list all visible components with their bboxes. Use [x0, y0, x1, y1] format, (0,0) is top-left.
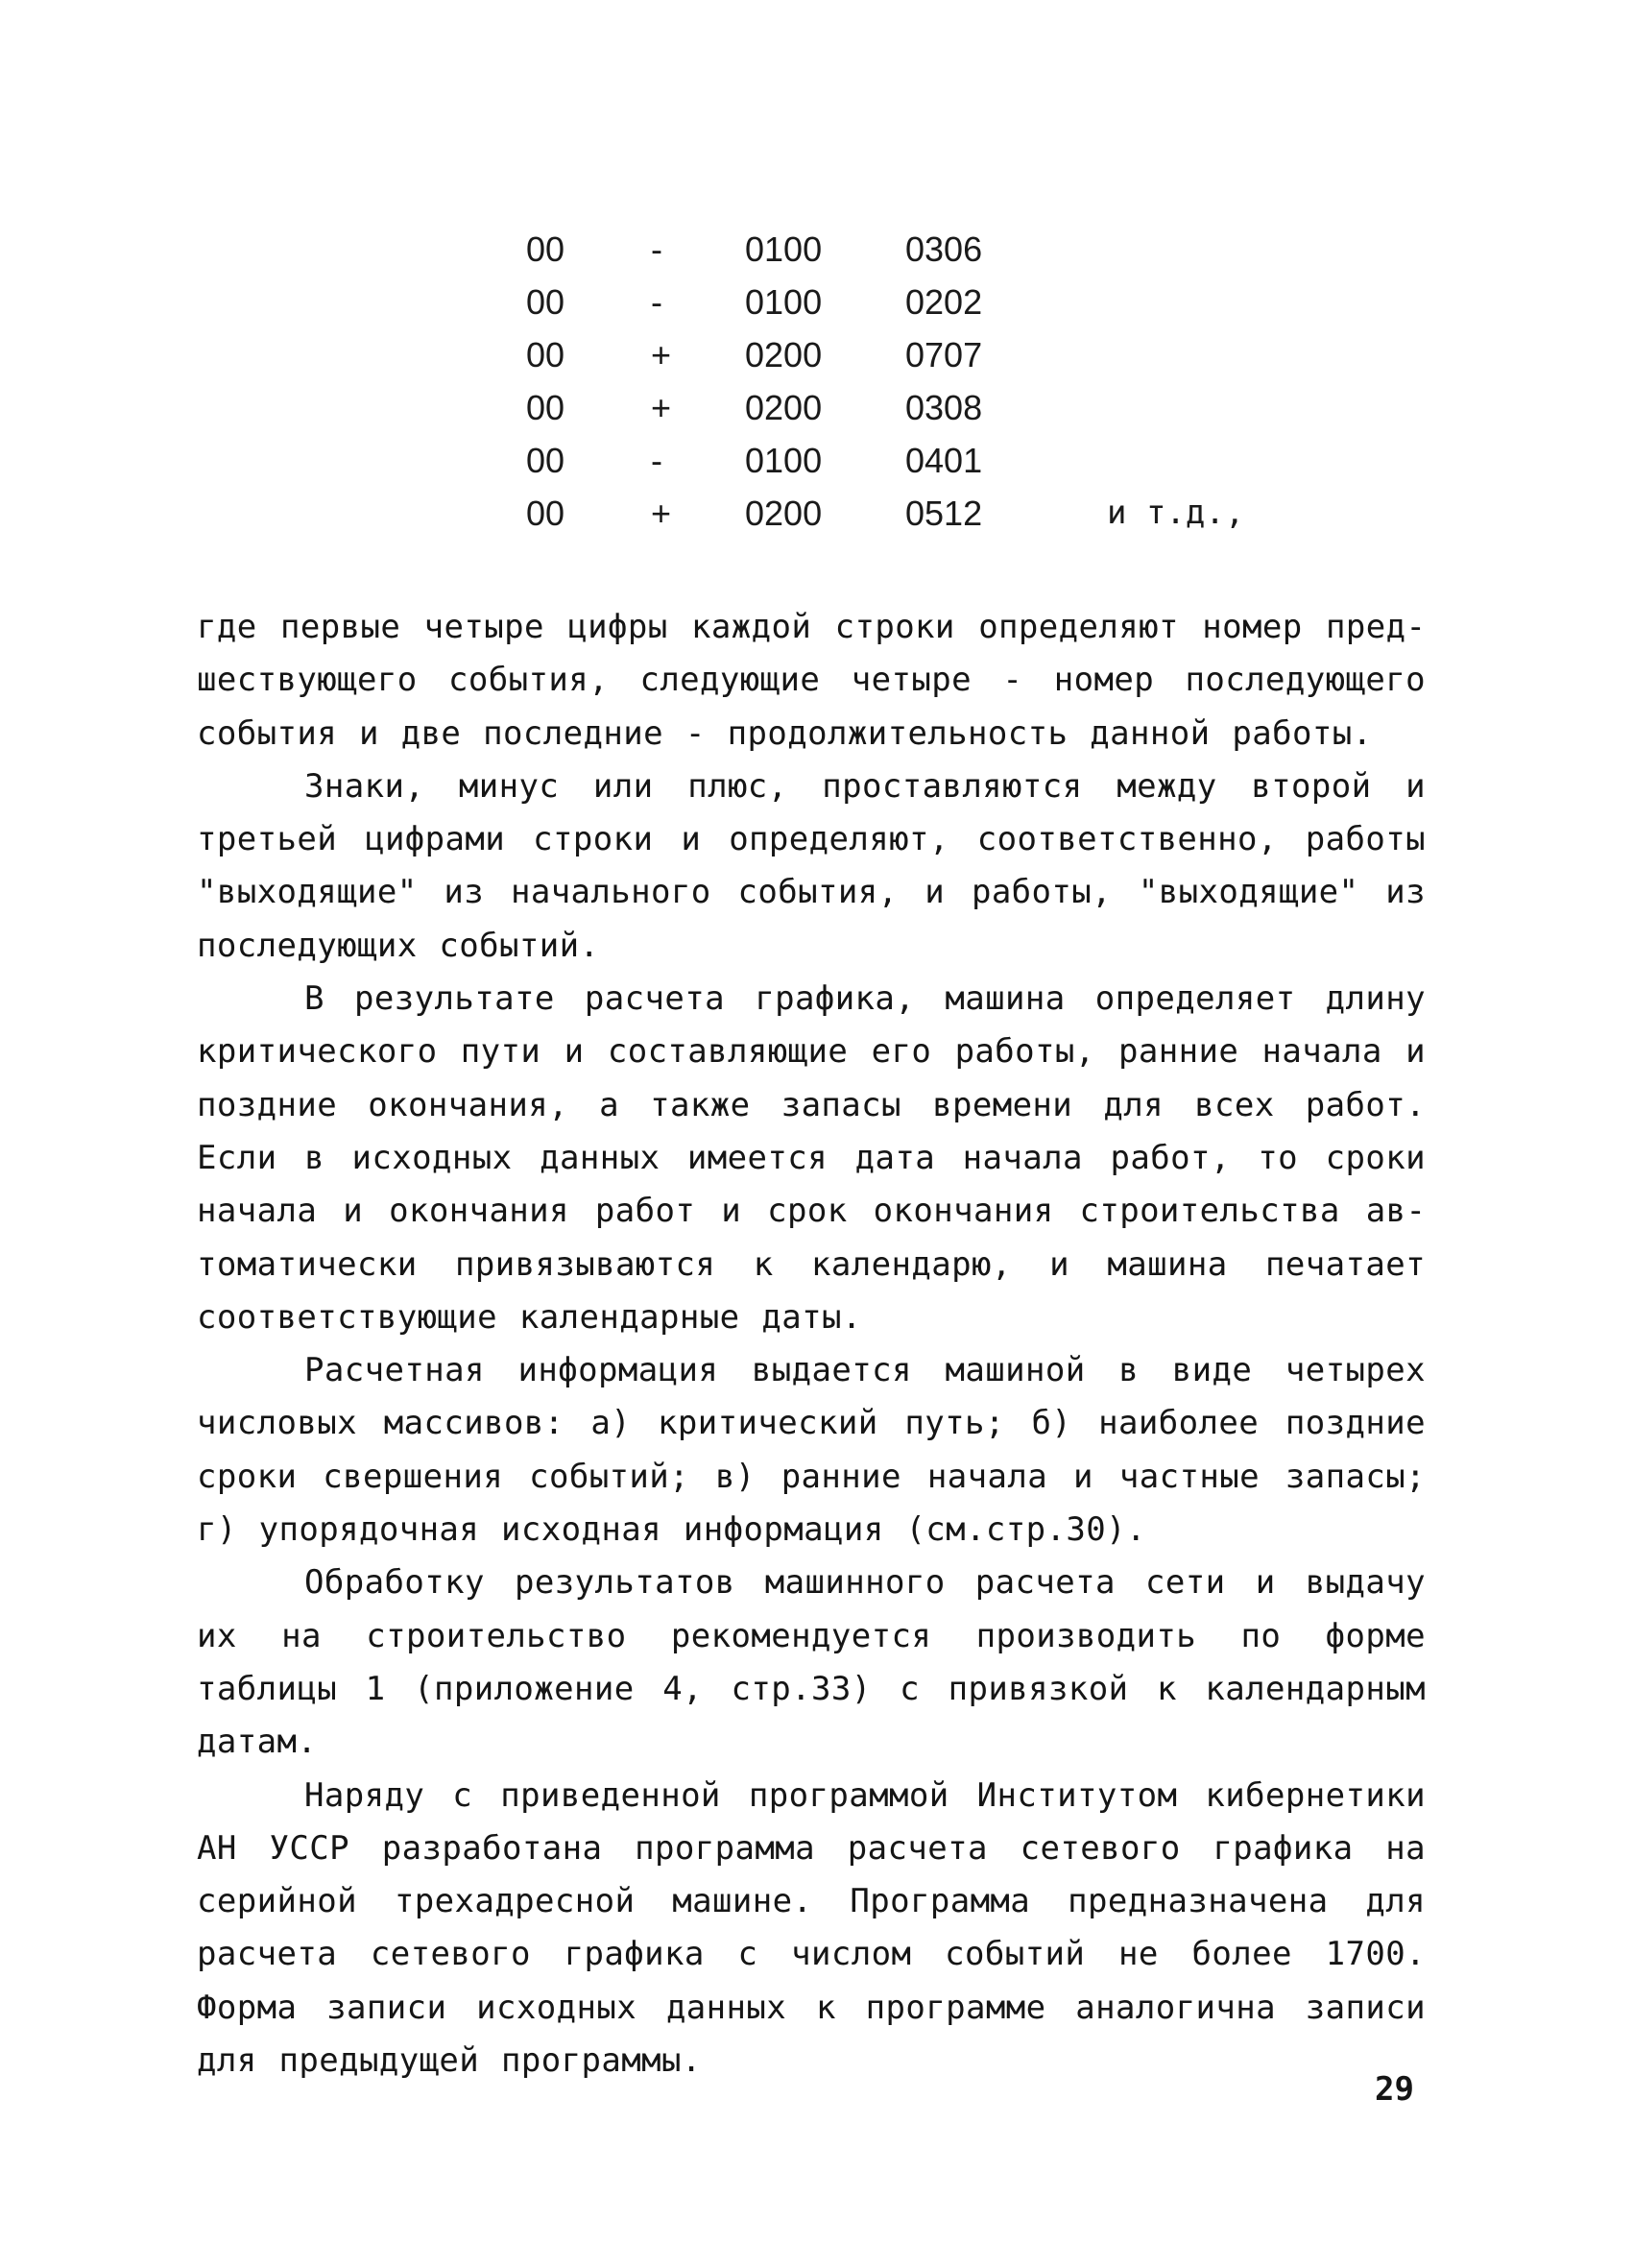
row-sign: + [651, 494, 672, 533]
paragraph-signs: Знаки, минус или плюс, проставляются между второй и третьей цифрами строки и определяют, соответственно, работы "выходящие" из начального события, и работы, "выходящие" из последующих событий. [197, 766, 1426, 965]
row-duration: 0200 [745, 335, 823, 374]
row-duration: 0200 [745, 388, 823, 427]
row-code: 00 [526, 388, 565, 427]
row-event: 0401 [905, 441, 983, 480]
row-sign: + [651, 335, 672, 374]
row-duration: 0100 [745, 229, 823, 269]
paragraph-output-arrays: Расчетная информация выдается машиной в виде четырех числовых массивов: а) критический путь; б) наиболее поздние сроки свершения событий; в) ранние начала и частные запасы; г) упорядочная исходная информация (см.стр.30). [197, 1351, 1426, 1550]
row-code: 00 [526, 282, 565, 322]
row-duration: 0200 [745, 494, 823, 533]
page-number: 29 [1375, 2070, 1414, 2109]
row-code: 00 [526, 335, 565, 374]
row-event: 0308 [905, 388, 983, 427]
row-code: 00 [526, 441, 565, 480]
row-event: 0202 [905, 282, 983, 322]
paragraph-data-format: где первые четыре цифры каждой строки определяют номер предшествующего события, следующие четыре - номер последующего события и две последние - продолжительность данной работы. [197, 608, 1426, 753]
row-sign: - [651, 282, 662, 322]
row-sign: + [651, 388, 672, 427]
paragraph-calculation-results: В результате расчета графика, машина определяет длину критического пути и составляющие его работы, ранние начала и поздние окончания, а также запасы времени для всех работ. Если в исходных данных имеется дата начала работ, то сроки начала и окончания работ и срок окончания строительства автоматически привязываются к календарю, и машина печатает соответствующие календарные даты. [197, 979, 1426, 1337]
paragraph-processing: Обработку результатов машинного расчета сети и выдачу их на строительство рекомендуется производить по форме таблицы 1 (приложение 4, стр.33) с привязкой к календарным датам. [197, 1563, 1426, 1762]
row-code: 00 [526, 229, 565, 269]
row-sign: - [651, 441, 662, 480]
row-event: 0707 [905, 335, 983, 374]
row-event: 0512 [905, 494, 983, 533]
row-note: и т.д., [1107, 494, 1245, 532]
row-sign: - [651, 229, 662, 269]
row-duration: 0100 [745, 441, 823, 480]
row-duration: 0100 [745, 282, 823, 322]
row-code: 00 [526, 494, 565, 533]
paragraph-second-program: Наряду с приведенной программой Институтом кибернетики АН УССР разработана программа расчета сетевого графика на серийной трехадресной машине. Программа предназначена для расчета сетевого графика с числом событий не более 1700. Форма записи исходных данных к программе аналогична записи для предыдущей программы. [197, 1775, 1426, 2081]
row-event: 0306 [905, 229, 983, 269]
body-text [197, 601, 1426, 2087]
